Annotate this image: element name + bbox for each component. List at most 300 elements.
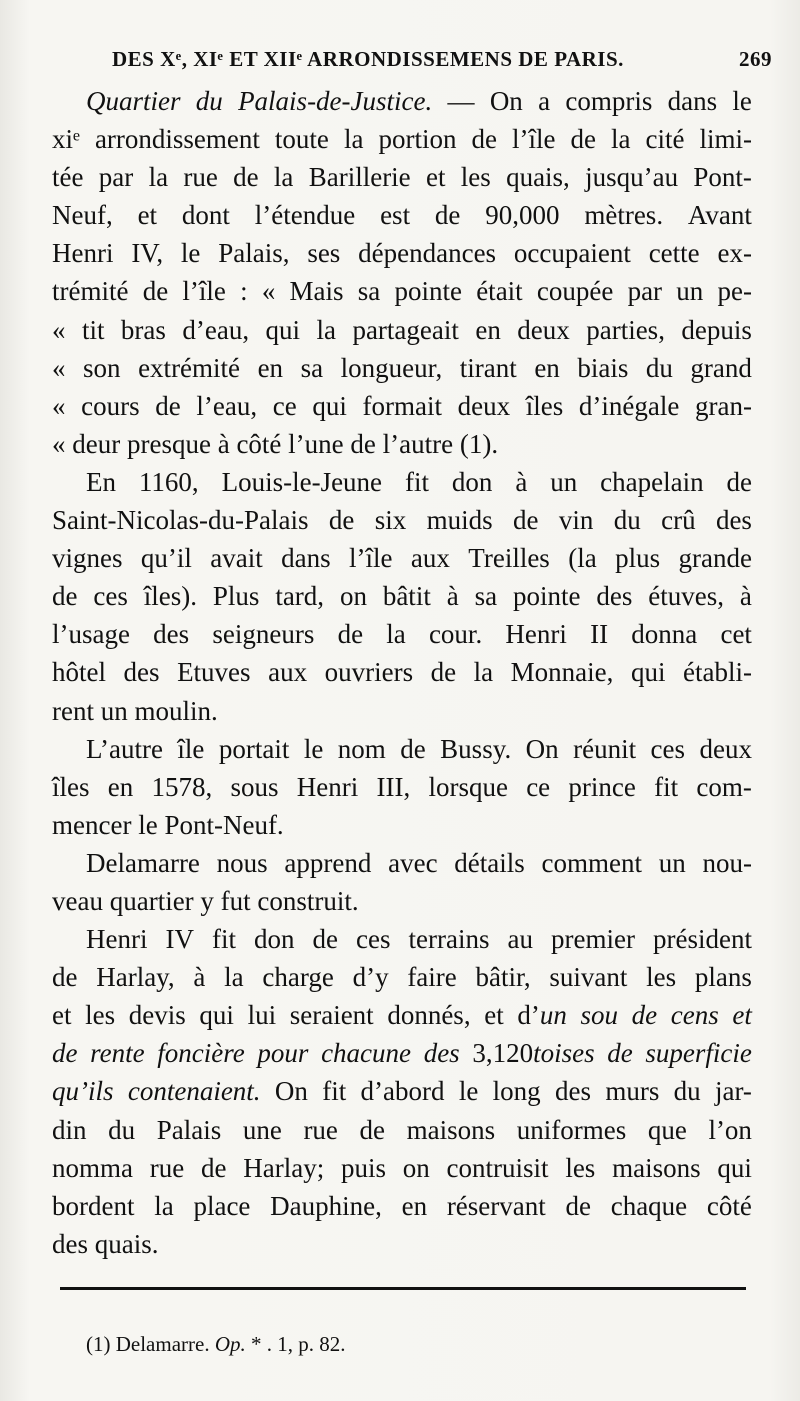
word-part: l’étendue xyxy=(254,200,356,231)
word-part: pour xyxy=(257,1038,309,1069)
word-part: tard, xyxy=(275,581,325,612)
word xyxy=(568,539,596,577)
word-part: fit xyxy=(322,1076,347,1107)
line-content xyxy=(52,806,752,844)
word xyxy=(243,1149,324,1187)
word xyxy=(676,272,703,310)
word xyxy=(435,196,460,234)
word xyxy=(424,1034,460,1072)
word-part: foncière xyxy=(157,1038,245,1069)
word-part: en xyxy=(107,771,134,802)
word xyxy=(461,158,491,196)
word-part: réservant xyxy=(446,1190,546,1221)
text-line xyxy=(52,844,752,882)
word xyxy=(542,844,642,882)
word xyxy=(632,996,657,1034)
word-part: le xyxy=(458,1076,479,1107)
word xyxy=(720,615,751,653)
word-part: cours xyxy=(81,390,140,421)
word xyxy=(281,539,331,577)
word xyxy=(201,1149,226,1187)
word-part: en xyxy=(475,314,501,345)
word-part: cour. xyxy=(428,619,483,650)
word-part: un xyxy=(100,695,128,726)
text-line xyxy=(52,425,752,463)
text-line xyxy=(52,501,752,539)
word-part: de xyxy=(471,124,497,155)
word-part: contruisit xyxy=(446,1152,549,1183)
word-part: presque xyxy=(126,428,211,459)
word xyxy=(273,387,297,425)
word xyxy=(715,1072,752,1110)
word xyxy=(196,387,257,425)
word-part: dans xyxy=(281,543,331,574)
line-content xyxy=(86,463,752,501)
word-part: com- xyxy=(696,771,752,802)
line-content xyxy=(52,1149,752,1187)
word-part: maisons xyxy=(406,1114,496,1145)
word xyxy=(182,196,230,234)
word-part: III, xyxy=(376,771,411,802)
line-content xyxy=(52,234,752,272)
word xyxy=(177,653,251,691)
word-part: xiᵉ xyxy=(52,124,80,155)
word xyxy=(472,1034,594,1072)
word-part: Saint-Nicolas-du-Palais xyxy=(52,505,309,536)
word-part: l’île xyxy=(511,124,556,155)
word xyxy=(213,577,260,615)
word-part: crû xyxy=(661,505,696,536)
line-content xyxy=(52,425,752,463)
word-part: nou- xyxy=(702,847,752,878)
word-part: d’ xyxy=(517,1000,540,1031)
word-part: quartier xyxy=(109,885,194,916)
word xyxy=(183,158,217,196)
word-part: d’eau, xyxy=(182,314,250,345)
word-part: l’autre xyxy=(382,428,454,459)
word xyxy=(240,272,248,310)
word-part: ouvriers xyxy=(324,657,414,688)
word xyxy=(468,539,550,577)
word-part: rue xyxy=(303,1114,338,1145)
word xyxy=(360,1111,385,1149)
word-part: donnés, xyxy=(387,1000,471,1031)
word xyxy=(270,1187,382,1225)
word xyxy=(690,349,751,387)
footnote xyxy=(86,1332,686,1357)
text-line xyxy=(52,234,752,272)
word-part: du xyxy=(195,86,223,116)
word-part: 90,000 xyxy=(485,200,560,231)
word-part: apprend xyxy=(284,847,372,878)
word xyxy=(475,577,498,615)
text-line xyxy=(52,958,752,996)
word-part: la xyxy=(610,124,631,155)
word xyxy=(513,501,538,539)
word-part: longueur, xyxy=(340,352,443,383)
word-part: le xyxy=(732,86,752,116)
word-part: compris xyxy=(565,86,653,116)
word xyxy=(52,349,66,387)
word xyxy=(196,82,223,120)
word xyxy=(124,653,160,691)
word-part: lorsque xyxy=(428,771,508,802)
line-content xyxy=(86,82,752,120)
word xyxy=(262,272,276,310)
word xyxy=(182,272,225,310)
word-part: par xyxy=(627,276,663,307)
word-part: et xyxy=(52,1000,72,1031)
word xyxy=(312,387,347,425)
word-part: y xyxy=(200,885,214,916)
word xyxy=(86,730,163,768)
word xyxy=(52,653,106,691)
word xyxy=(358,234,496,272)
word-part: avait xyxy=(210,543,263,574)
word xyxy=(654,768,678,806)
word xyxy=(645,120,684,158)
word-part: la xyxy=(273,162,294,193)
word-part: deux xyxy=(699,733,752,764)
word-part: de xyxy=(570,124,596,155)
word-part: bras xyxy=(120,314,166,345)
word xyxy=(688,196,752,234)
word xyxy=(549,958,627,996)
word xyxy=(149,158,169,196)
line-content xyxy=(52,577,752,615)
word xyxy=(447,1187,546,1225)
word-part: portion xyxy=(378,124,457,155)
word xyxy=(411,539,450,577)
word xyxy=(646,349,673,387)
line-content xyxy=(52,501,752,539)
word xyxy=(431,653,456,691)
word-part: Quartier xyxy=(86,86,181,116)
word-part: des xyxy=(715,505,752,536)
word xyxy=(52,882,103,920)
word-part: de xyxy=(565,1190,591,1221)
word xyxy=(52,234,113,272)
word xyxy=(81,387,139,425)
word xyxy=(615,539,660,577)
word-part: de xyxy=(233,162,259,193)
word-part: qu’il xyxy=(140,543,192,574)
word-part: sa xyxy=(474,581,498,612)
word xyxy=(349,539,392,577)
word xyxy=(732,82,752,120)
word xyxy=(409,920,490,958)
word xyxy=(614,501,641,539)
word-part: dans xyxy=(667,86,718,116)
word xyxy=(645,1034,751,1072)
word-part: un xyxy=(676,276,704,307)
word xyxy=(440,730,511,768)
line-content xyxy=(52,158,752,196)
word-part: la xyxy=(148,162,169,193)
text-line xyxy=(52,349,752,387)
word xyxy=(661,501,695,539)
word xyxy=(52,768,90,806)
word xyxy=(717,1149,752,1187)
word-part: côté xyxy=(236,428,282,459)
word-part: côté xyxy=(706,1190,752,1221)
word xyxy=(394,272,462,310)
word-part: (1). xyxy=(459,428,499,459)
word-part: murs xyxy=(605,1076,660,1107)
word xyxy=(447,577,459,615)
footnote-rule xyxy=(60,1287,746,1290)
word-part: don xyxy=(254,924,295,955)
word-part: muids xyxy=(426,505,493,536)
word xyxy=(526,387,564,425)
text-line xyxy=(52,539,752,577)
word-part: Henri xyxy=(86,924,148,955)
word-part: de xyxy=(328,505,355,536)
word xyxy=(52,196,113,234)
line-content xyxy=(52,958,752,996)
word xyxy=(375,501,407,539)
word-part: que xyxy=(647,1114,687,1145)
word xyxy=(681,311,752,349)
word xyxy=(550,463,577,501)
word-part: veau xyxy=(52,885,103,916)
word-part: extrémité xyxy=(138,352,241,383)
word-part: Harlay; xyxy=(243,1152,325,1183)
line-content xyxy=(52,1034,752,1072)
word-part: de xyxy=(726,466,752,497)
line-content xyxy=(52,615,752,653)
word-part: vignes xyxy=(52,543,123,574)
word-part: rente xyxy=(90,1038,145,1069)
word xyxy=(427,501,493,539)
word-part: ces xyxy=(356,924,391,955)
word-part: plus xyxy=(615,543,661,574)
word xyxy=(646,958,676,996)
word xyxy=(380,196,410,234)
word xyxy=(585,158,678,196)
word-part: de xyxy=(201,1152,227,1183)
word xyxy=(275,1072,308,1110)
word xyxy=(577,349,628,387)
word xyxy=(565,1149,595,1187)
word-part: moulin. xyxy=(134,695,218,726)
word-part: toute xyxy=(274,124,329,155)
word-part: Henri xyxy=(505,619,567,650)
text-line xyxy=(52,1149,752,1187)
word-part: était xyxy=(476,276,523,307)
word-part: construit. xyxy=(257,885,359,916)
word xyxy=(605,1072,659,1110)
quote-mark: « xyxy=(52,314,66,345)
word xyxy=(386,615,406,653)
word-part: On xyxy=(274,1076,308,1107)
word xyxy=(353,958,389,996)
word-part: L’autre xyxy=(86,733,163,764)
word-part: fit xyxy=(212,924,237,955)
word xyxy=(740,577,752,615)
word-part: quais. xyxy=(94,1228,159,1259)
word xyxy=(708,1111,752,1149)
word xyxy=(476,272,522,310)
word-part: du xyxy=(673,1076,701,1107)
word-part: des xyxy=(555,1076,592,1107)
word-part: coupée xyxy=(536,276,614,307)
word-part: suivant xyxy=(549,962,628,993)
word xyxy=(93,577,127,615)
word-part: deur xyxy=(72,428,121,459)
word xyxy=(86,82,181,120)
word xyxy=(460,349,517,387)
line-content xyxy=(52,120,752,158)
word xyxy=(674,1072,701,1110)
word-part: de xyxy=(359,1114,386,1145)
word-part: On xyxy=(525,733,559,764)
word xyxy=(648,1111,687,1149)
word-part: le xyxy=(138,809,158,840)
line-content xyxy=(52,692,752,730)
word-part: occupaient xyxy=(513,238,631,269)
word xyxy=(649,234,700,272)
word-part: en xyxy=(401,1190,428,1221)
word xyxy=(257,1034,308,1072)
word-part: de xyxy=(430,657,457,688)
line-content xyxy=(52,1225,752,1263)
word-part: de xyxy=(512,505,539,536)
word xyxy=(274,158,294,196)
word xyxy=(230,768,278,806)
word-part: fit xyxy=(404,466,429,497)
word-part: Pont-Neuf. xyxy=(164,809,284,840)
word xyxy=(52,1072,114,1110)
word-part: à xyxy=(217,428,230,459)
word-part: ces xyxy=(93,581,128,612)
word xyxy=(307,234,340,272)
word xyxy=(702,844,752,882)
word xyxy=(52,1187,134,1225)
word-part: cette xyxy=(648,238,700,269)
word xyxy=(651,730,685,768)
word-part: mencer xyxy=(52,809,132,840)
word xyxy=(52,158,83,196)
word-part: de xyxy=(400,733,426,764)
word xyxy=(301,349,324,387)
word xyxy=(474,653,494,691)
text-line xyxy=(52,1225,752,1263)
word xyxy=(138,806,158,844)
word xyxy=(95,120,260,158)
word xyxy=(177,730,204,768)
word xyxy=(699,120,752,158)
word-part: IV, xyxy=(131,238,164,269)
word xyxy=(350,425,375,463)
word-part: (la xyxy=(568,543,597,574)
word-part: l’usage xyxy=(52,619,130,650)
word xyxy=(52,1225,88,1263)
word-part: la xyxy=(343,124,364,155)
word-part: les xyxy=(646,962,677,993)
text-line xyxy=(52,311,752,349)
word xyxy=(254,920,295,958)
word xyxy=(659,844,686,882)
word xyxy=(297,768,358,806)
word xyxy=(534,349,559,387)
line-content xyxy=(52,996,752,1034)
word xyxy=(108,1111,135,1149)
word xyxy=(138,349,240,387)
word-part: grande xyxy=(678,543,752,574)
word xyxy=(400,730,425,768)
word-part: jar- xyxy=(715,1076,752,1107)
word-part: Palais xyxy=(156,1114,222,1145)
word xyxy=(193,1187,250,1225)
word xyxy=(150,1149,184,1187)
word-part: au xyxy=(507,924,534,955)
word xyxy=(517,311,569,349)
word-part: plans xyxy=(694,962,752,993)
word-part: comment xyxy=(541,847,642,878)
word xyxy=(110,882,194,920)
word xyxy=(141,539,192,577)
word xyxy=(555,1072,591,1110)
word-part: le xyxy=(303,733,324,764)
word xyxy=(157,1111,222,1149)
word xyxy=(90,1034,144,1072)
word xyxy=(96,958,174,996)
word-part: président xyxy=(653,924,752,955)
word-part: la xyxy=(224,962,244,993)
word-part: rent xyxy=(52,695,94,726)
word xyxy=(454,844,524,882)
line-content xyxy=(52,349,752,387)
word-part: du xyxy=(613,505,641,536)
word xyxy=(181,234,201,272)
page-number: 269 xyxy=(739,46,772,71)
word-part: pointe xyxy=(512,581,581,612)
word-part: vin xyxy=(558,505,594,536)
text-line xyxy=(52,196,752,234)
word-part: 3,120 xyxy=(472,1038,534,1069)
word xyxy=(551,920,635,958)
word-part: tirant xyxy=(459,352,517,383)
text-line xyxy=(52,692,752,730)
word xyxy=(224,958,244,996)
line-content xyxy=(52,768,752,806)
word-part: avec xyxy=(388,847,438,878)
word-part: Avant xyxy=(687,200,752,231)
word xyxy=(511,653,614,691)
word-part: IV xyxy=(165,924,194,955)
word xyxy=(83,349,121,387)
word xyxy=(631,615,697,653)
word xyxy=(52,1149,133,1187)
word xyxy=(517,1111,626,1149)
word-part: du xyxy=(645,352,673,383)
word xyxy=(476,958,531,996)
word-part: de xyxy=(142,276,169,307)
word xyxy=(459,1072,479,1110)
word xyxy=(217,844,268,882)
word xyxy=(358,272,381,310)
word-part: 1578, xyxy=(151,771,213,802)
line-content xyxy=(52,1072,752,1110)
word-part: les xyxy=(85,1000,116,1031)
word-part: bâtit xyxy=(382,581,431,612)
word-part: rue xyxy=(183,162,218,193)
word xyxy=(699,730,751,768)
word-part: biais xyxy=(577,352,629,383)
word xyxy=(460,425,498,463)
word-part: trémité xyxy=(52,276,129,307)
